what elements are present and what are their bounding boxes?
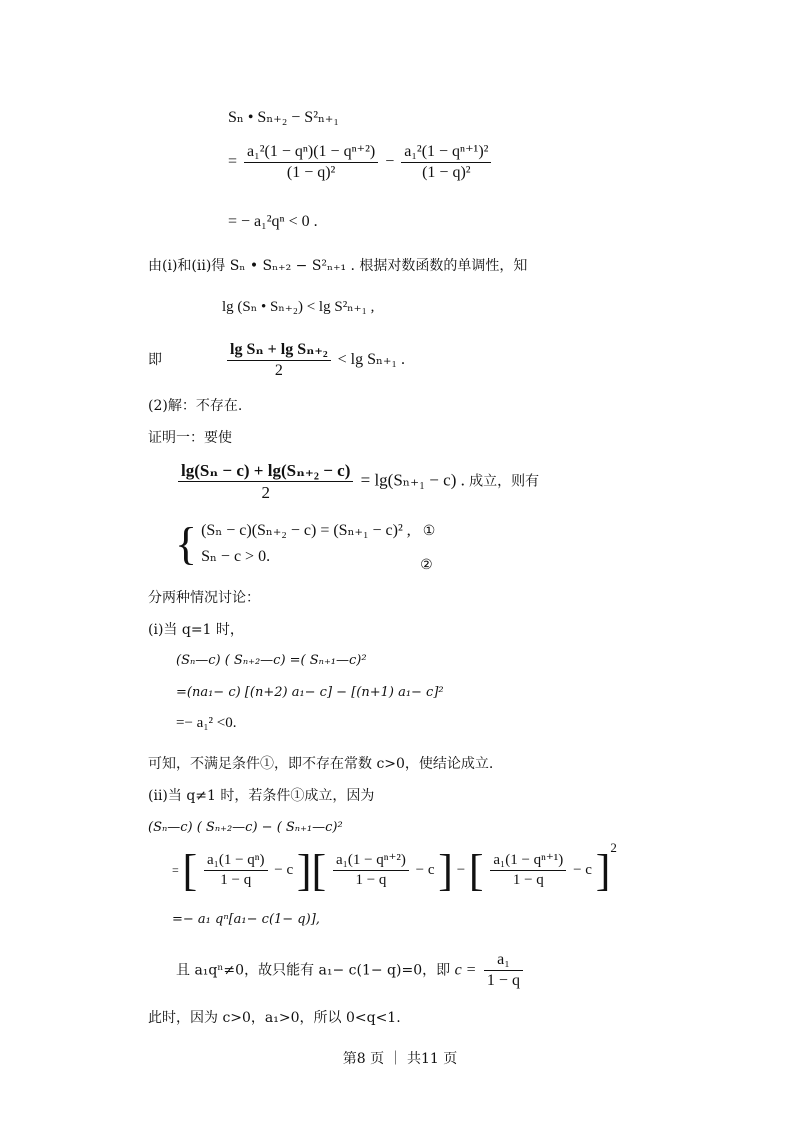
case2-fraction-3 [490, 851, 566, 890]
case2-fraction-1-num: a₁(1 − qⁿ) [204, 851, 268, 871]
left-brace-icon: { [175, 517, 198, 569]
minus-c-3: − c [573, 862, 592, 878]
case2-line-3: =− a₁ qⁿ[a₁− c(1− q)], [172, 912, 320, 927]
lg-condition-numerator: lg(Sₙ − c) + lg(Sₙ₊₂ − c) [178, 460, 353, 482]
part2-heading: (2)解：不存在. [148, 398, 243, 414]
case2-bracket-expression [172, 840, 617, 893]
eq-result-line: = − a₁²qⁿ < 0 . [228, 213, 318, 230]
case2-fraction-1-den: 1 − q [220, 872, 252, 889]
lg-condition-line [175, 460, 539, 504]
case2-heading: (ii)当 q≠1 时，若条件①成立，因为 [148, 788, 375, 804]
ji-label: 即 [148, 353, 162, 369]
lg-mean-numerator: lg Sₙ + lg Sₙ₊₂ [227, 340, 331, 361]
final-line: 此时，因为 c>0，a₁>0，所以 0<q<1. [148, 1010, 401, 1026]
cases-intro: 分两种情况讨论： [148, 590, 260, 606]
case2-fraction-2 [333, 851, 409, 890]
case2-fraction-3-den: 1 − q [512, 872, 544, 889]
system-row-2: Sₙ − c > 0. [201, 547, 271, 565]
circled-one-mark: ① [422, 524, 436, 539]
case1-line-2: =(na₁− c) [(n+2) a₁− c] − [(n+1) a₁− c]² [176, 685, 444, 700]
right-bracket-icon: ] [595, 845, 611, 895]
left-bracket-icon: [ [468, 845, 484, 895]
case2-equals: = [172, 863, 179, 877]
case2-line-4-text: 且 a₁qⁿ≠0，故只能有 a₁− c(1− q)=0，即 [176, 962, 451, 979]
lg-condition-denominator: 2 [261, 483, 270, 503]
left-bracket-icon: [ [182, 845, 198, 895]
case2-fraction-2-den: 1 − q [355, 872, 387, 889]
c-fraction-den: 1 − q [486, 972, 520, 989]
lg-condition-rhs: = lg(Sₙ₊₁ − c) . [360, 470, 465, 490]
case1-line-3: =− a₁² <0. [176, 715, 237, 731]
lg-mean-denominator: 2 [274, 362, 283, 379]
c-fraction [484, 950, 523, 991]
minus-sign: − [385, 153, 395, 171]
lg-inequality-line: lg (Sₙ • Sₙ₊₂) < lg S²ₙ₊₁ , [222, 299, 375, 315]
case2-fraction-3-num: a₁(1 − qⁿ⁺¹) [490, 851, 566, 871]
proof-intro: 证明一：要使 [148, 430, 232, 446]
case2-fraction-1 [204, 851, 268, 890]
fraction-a [244, 142, 378, 183]
right-bracket-icon: ] [296, 845, 312, 895]
case2-line-4 [176, 950, 526, 991]
case1-conclusion: 可知，不满足条件①，即不存在常数 c>0，使结论成立. [148, 756, 494, 772]
lg-condition-text: 成立，则有 [469, 474, 540, 490]
fraction-a-numerator: a₁²(1 − qⁿ)(1 − qⁿ⁺²) [244, 142, 378, 163]
lg-mean-fraction [227, 340, 331, 381]
fraction-b [401, 142, 491, 183]
page-footer: 第8 页 ｜ 共11 页 [342, 1051, 458, 1067]
system-row-1: (Sₙ − c)(Sₙ₊₂ − c) = (Sₙ₊₁ − c)² , [201, 522, 411, 539]
equals-sign: = [228, 153, 238, 171]
case1-line-1: (Sₙ—c) ( Sₙ₊₂—c) =( Sₙ₊₁—c)² [176, 653, 367, 668]
minus-sign: − [456, 862, 466, 878]
condition-system [175, 517, 436, 573]
fraction-b-denominator: (1 − q)² [422, 164, 471, 181]
fraction-a-denominator: (1 − q)² [286, 164, 336, 181]
left-bracket-icon: [ [311, 845, 327, 895]
lg-mean-line [148, 340, 405, 381]
circled-two-mark: ② [420, 557, 433, 573]
eq-product-line: Sₙ • Sₙ₊₂ − S²ₙ₊₁ [228, 109, 339, 126]
fraction-b-numerator: a₁²(1 − qⁿ⁺¹)² [401, 142, 491, 163]
minus-c-2: − c [415, 862, 435, 878]
conclusion-line: 由(i)和(ii)得 Sₙ • Sₙ₊₂ − S²ₙ₊₁ . 根据对数函数的单调性，知 [148, 258, 528, 274]
square-exponent: 2 [610, 840, 617, 855]
case2-fraction-2-num: a₁(1 − qⁿ⁺²) [333, 851, 409, 871]
c-equals: c = [454, 961, 477, 979]
lg-condition-fraction [178, 460, 353, 504]
c-fraction-num: a₁ [484, 950, 523, 971]
lg-mean-tail: < lg Sₙ₊₁ . [337, 351, 405, 369]
case1-heading: (i)当 q=1 时， [148, 622, 244, 638]
eq-fraction-line [228, 142, 494, 183]
minus-c-1: − c [274, 862, 294, 878]
right-bracket-icon: ] [438, 845, 453, 895]
case2-line-1: (Sₙ—c) ( Sₙ₊₂—c) − ( Sₙ₊₁—c)² [148, 820, 343, 835]
